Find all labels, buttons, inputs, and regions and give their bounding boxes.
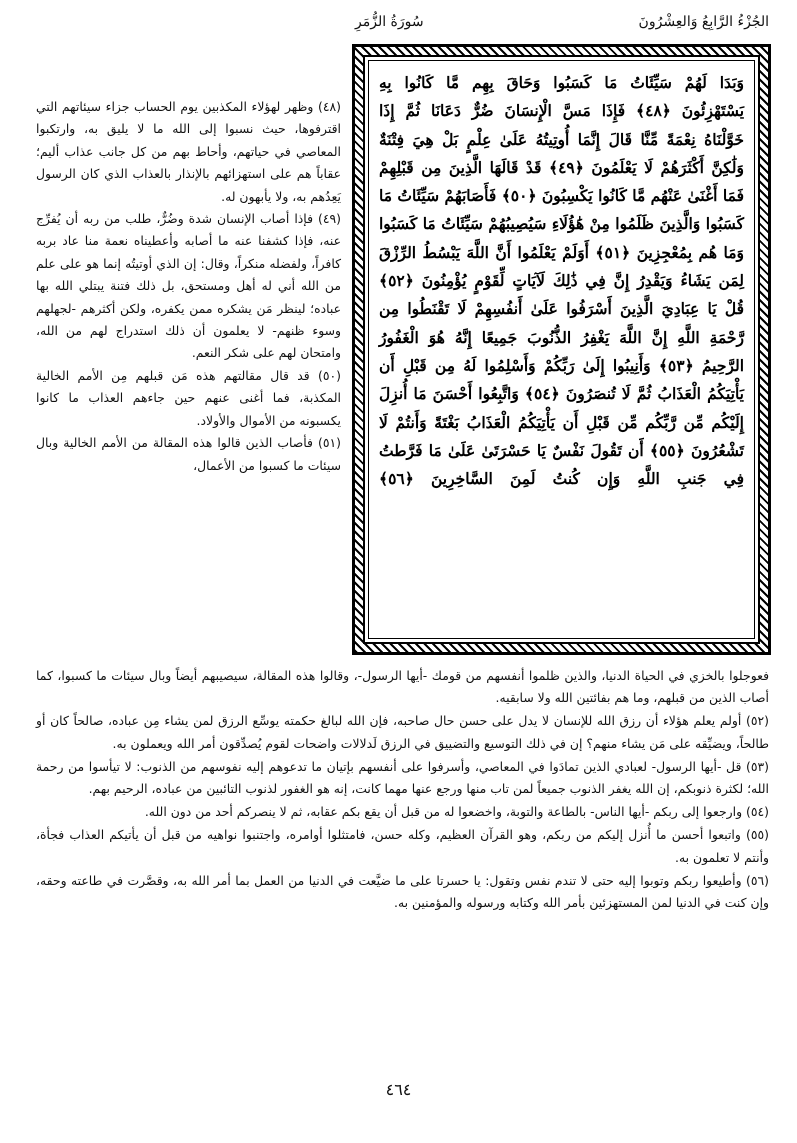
- tafsir-side-column: [36, 96, 341, 477]
- tafsir-full-width: [36, 665, 769, 915]
- tafsir-paragraph: (٤٩) فإذا أصاب الإنسان شدة وضُرٌّ، طلب من ربه أن يُفرِّج عنه، فإذا كشفنا عنه ما أصابه وأعطيناه نعمة منا عاد بربه كافراً، ولفضله منكراً، وقال: إن الذي أوتيتُه إنما هو على علم من الله أني له أهل ومستحق، بل ذلك فتنة يبتلي الله بها عباده؛ لينظر مَن يشكره ممن يكفره، ولكن أكثرهم -لجهلهم وسوء ظنهم- لا يعلمون أن ذلك استدراج لهم من الله، وامتحان لهم على شكر النعم.: [36, 211, 341, 361]
- tafsir-paragraph: (٥٣) قل -أيها الرسول- لعبادي الذين تمادَوا في المعاصي، وأسرفوا على أنفسهم بإتيان ما تدعوهم إليه نفوسهم من الذنوب: لا تيأسوا من رحمة الله؛ لكثرة ذنوبكم، إن الله يغفر الذنوب جميعاً لمن تاب منها ورجع عنها مهما كانت، إنه هو الغفور لذنوب التائبين من عباده، الرحيم بهم.: [36, 758, 769, 797]
- tafsir-paragraph: (٥٢) أولم يعلم هؤلاء أن رزق الله للإنسان لا يدل على حسن حال صاحبه، فإن الله لبالغ حكمته يوسِّع الرزق لمن يشاء مِن عباده، صالحاً كان أو طالحاً، ويضيِّقه على مَن يشاء منهم؟ إن في ذلك التوسيع والتضييق في الرزق لَدلالات واضحات لقوم يُصدِّقون أمر الله ويعملون به.: [36, 713, 769, 751]
- tafsir-paragraph: (٤٨) وظهر لهؤلاء المكذبين يوم الحساب جزاء سيئاتهم التي اقترفوها، حيث نسبوا إلى الله ما لا يليق به، وارتكبوا المعاصي في حياتهم، وأحاط بهم من كل جانب عذاب أليم؛ عقاباً هم على استهزائهم بالإنذار بالعذاب الذي كان الرسول يَعِدُهم به، ولا يأبهون له.: [36, 99, 341, 204]
- tafsir-paragraph: (٥٥) واتبعوا أحسن ما أُنزل إليكم من ربكم، وهو القرآن العظيم، وكله حسن، فامتثلوا أوامره، واجتنبوا نواهيه من قبل أن يأتيكم العذاب فجأة، وأنتم لا تعلمون به.: [36, 827, 769, 865]
- surah-title: سُورَةُ الزُّمَرِ: [355, 14, 424, 30]
- juz-title: الجُزْءُ الرَّابِعُ وَالعِشْرُونَ: [638, 14, 769, 30]
- page-header: [30, 10, 769, 46]
- tafsir-paragraph: (٥٠) قد قال مقالتهم هذه مَن قبلهم مِن الأمم الخالية المكذبة، فما أغنى عنهم حين جاءهم العذاب ما كانوا يكسبونه من الأموال والأولاد.: [36, 367, 341, 428]
- page-number: ٤٦٤: [385, 1080, 412, 1099]
- tafsir-paragraph: (٥٦) وأطيعوا ربكم وتوبوا إليه حتى لا تندم نفس وتقول: يا حسرتا على ما ضيَّعت في الدنيا من العمل بما أمر الله به، وقصَّرت في طاعته وحقه، وإن كنت في الدنيا لمن المستهزئين بأمر الله وكتابه ورسوله والمؤمنين به.: [36, 872, 769, 911]
- quran-frame: [352, 44, 771, 655]
- quran-text-block: [379, 69, 744, 493]
- tafsir-paragraph: فعوجلوا بالخزي في الحياة الدنيا، والذين ظلموا أنفسهم من قومك -أيها الرسول-، وقالوا هذه المقالة، سيصيبهم أيضاً وبال سيئات ما كسبوا، كما أصاب الذين من قبلهم، وما هم بفائتين الله ولا سابقيه.: [36, 668, 769, 706]
- quran-frame-inner: [363, 55, 760, 644]
- quran-text: وَبَدَا لَهُمْ سَيِّئَاتُ مَا كَسَبُوا وَحَاقَ بِهِم مَّا كَانُوا بِهِ يَسْتَهْزِئُونَ ﴿٤٨﴾ فَإِذَا مَسَّ الْإِنسَانَ ضُرٌّ دَعَانَا ثُمَّ إِذَا خَوَّلْنَاهُ نِعْمَةً مِّنَّا قَالَ إِنَّمَا أُوتِيتُهُ عَلَىٰ عِلْمٍ بَلْ هِيَ فِتْنَةٌ وَلَٰكِنَّ أَكْثَرَهُمْ لَا يَعْلَمُونَ ﴿٤٩﴾ قَدْ قَالَهَا الَّذِينَ مِن قَبْلِهِمْ فَمَا أَغْنَىٰ عَنْهُم مَّا كَانُوا يَكْسِبُونَ ﴿٥٠﴾ فَأَصَابَهُمْ سَيِّئَاتُ مَا كَسَبُوا وَالَّذِينَ ظَلَمُوا مِنْ هَٰؤُلَاءِ سَيُصِيبُهُمْ سَيِّئَاتُ مَا كَسَبُوا وَمَا هُم بِمُعْجِزِينَ ﴿٥١﴾ أَوَلَمْ يَعْلَمُوا أَنَّ اللَّهَ يَبْسُطُ الرِّزْقَ لِمَن يَشَاءُ وَيَقْدِرُ إِنَّ فِي ذَٰلِكَ لَآيَاتٍ لِّقَوْمٍ يُؤْمِنُونَ ﴿٥٢﴾ قُلْ يَا عِبَادِيَ الَّذِينَ أَسْرَفُوا عَلَىٰ أَنفُسِهِمْ لَا تَقْنَطُوا مِن رَّحْمَةِ اللَّهِ إِنَّ اللَّهَ يَغْفِرُ الذُّنُوبَ جَمِيعًا إِنَّهُ هُوَ الْغَفُورُ الرَّحِيمُ ﴿٥٣﴾ وَأَنِيبُوا إِلَىٰ رَبِّكُمْ وَأَسْلِمُوا لَهُ مِن قَبْلِ أَن يَأْتِيَكُمُ الْعَذَابُ ثُمَّ لَا تُنصَرُونَ ﴿٥٤﴾ وَاتَّبِعُوا أَحْسَنَ مَا أُنزِلَ إِلَيْكُم مِّن رَّبِّكُم مِّن قَبْلِ أَن يَأْتِيَكُمُ الْعَذَابُ بَغْتَةً وَأَنتُمْ لَا تَشْعُرُونَ ﴿٥٥﴾ أَن تَقُولَ نَفْسٌ يَا حَسْرَتَىٰ عَلَىٰ مَا فَرَّطتُ فِي جَنبِ اللَّهِ وَإِن كُنتُ لَمِنَ السَّاخِرِينَ ﴿٥٦﴾: [379, 73, 745, 489]
- tafsir-paragraph: (٥٤) وارجعوا إلى ربكم -أيها الناس- بالطاعة والتوبة، واخضعوا له من قبل أن يقع بكم عقابه، ثم لا ينصركم أحد من دون الله.: [144, 804, 769, 820]
- tafsir-paragraph: (٥١) فأصاب الذين قالوا هذه المقالة من الأمم الخالية وبال سيئات ما كسبوا من الأعمال،: [36, 435, 341, 473]
